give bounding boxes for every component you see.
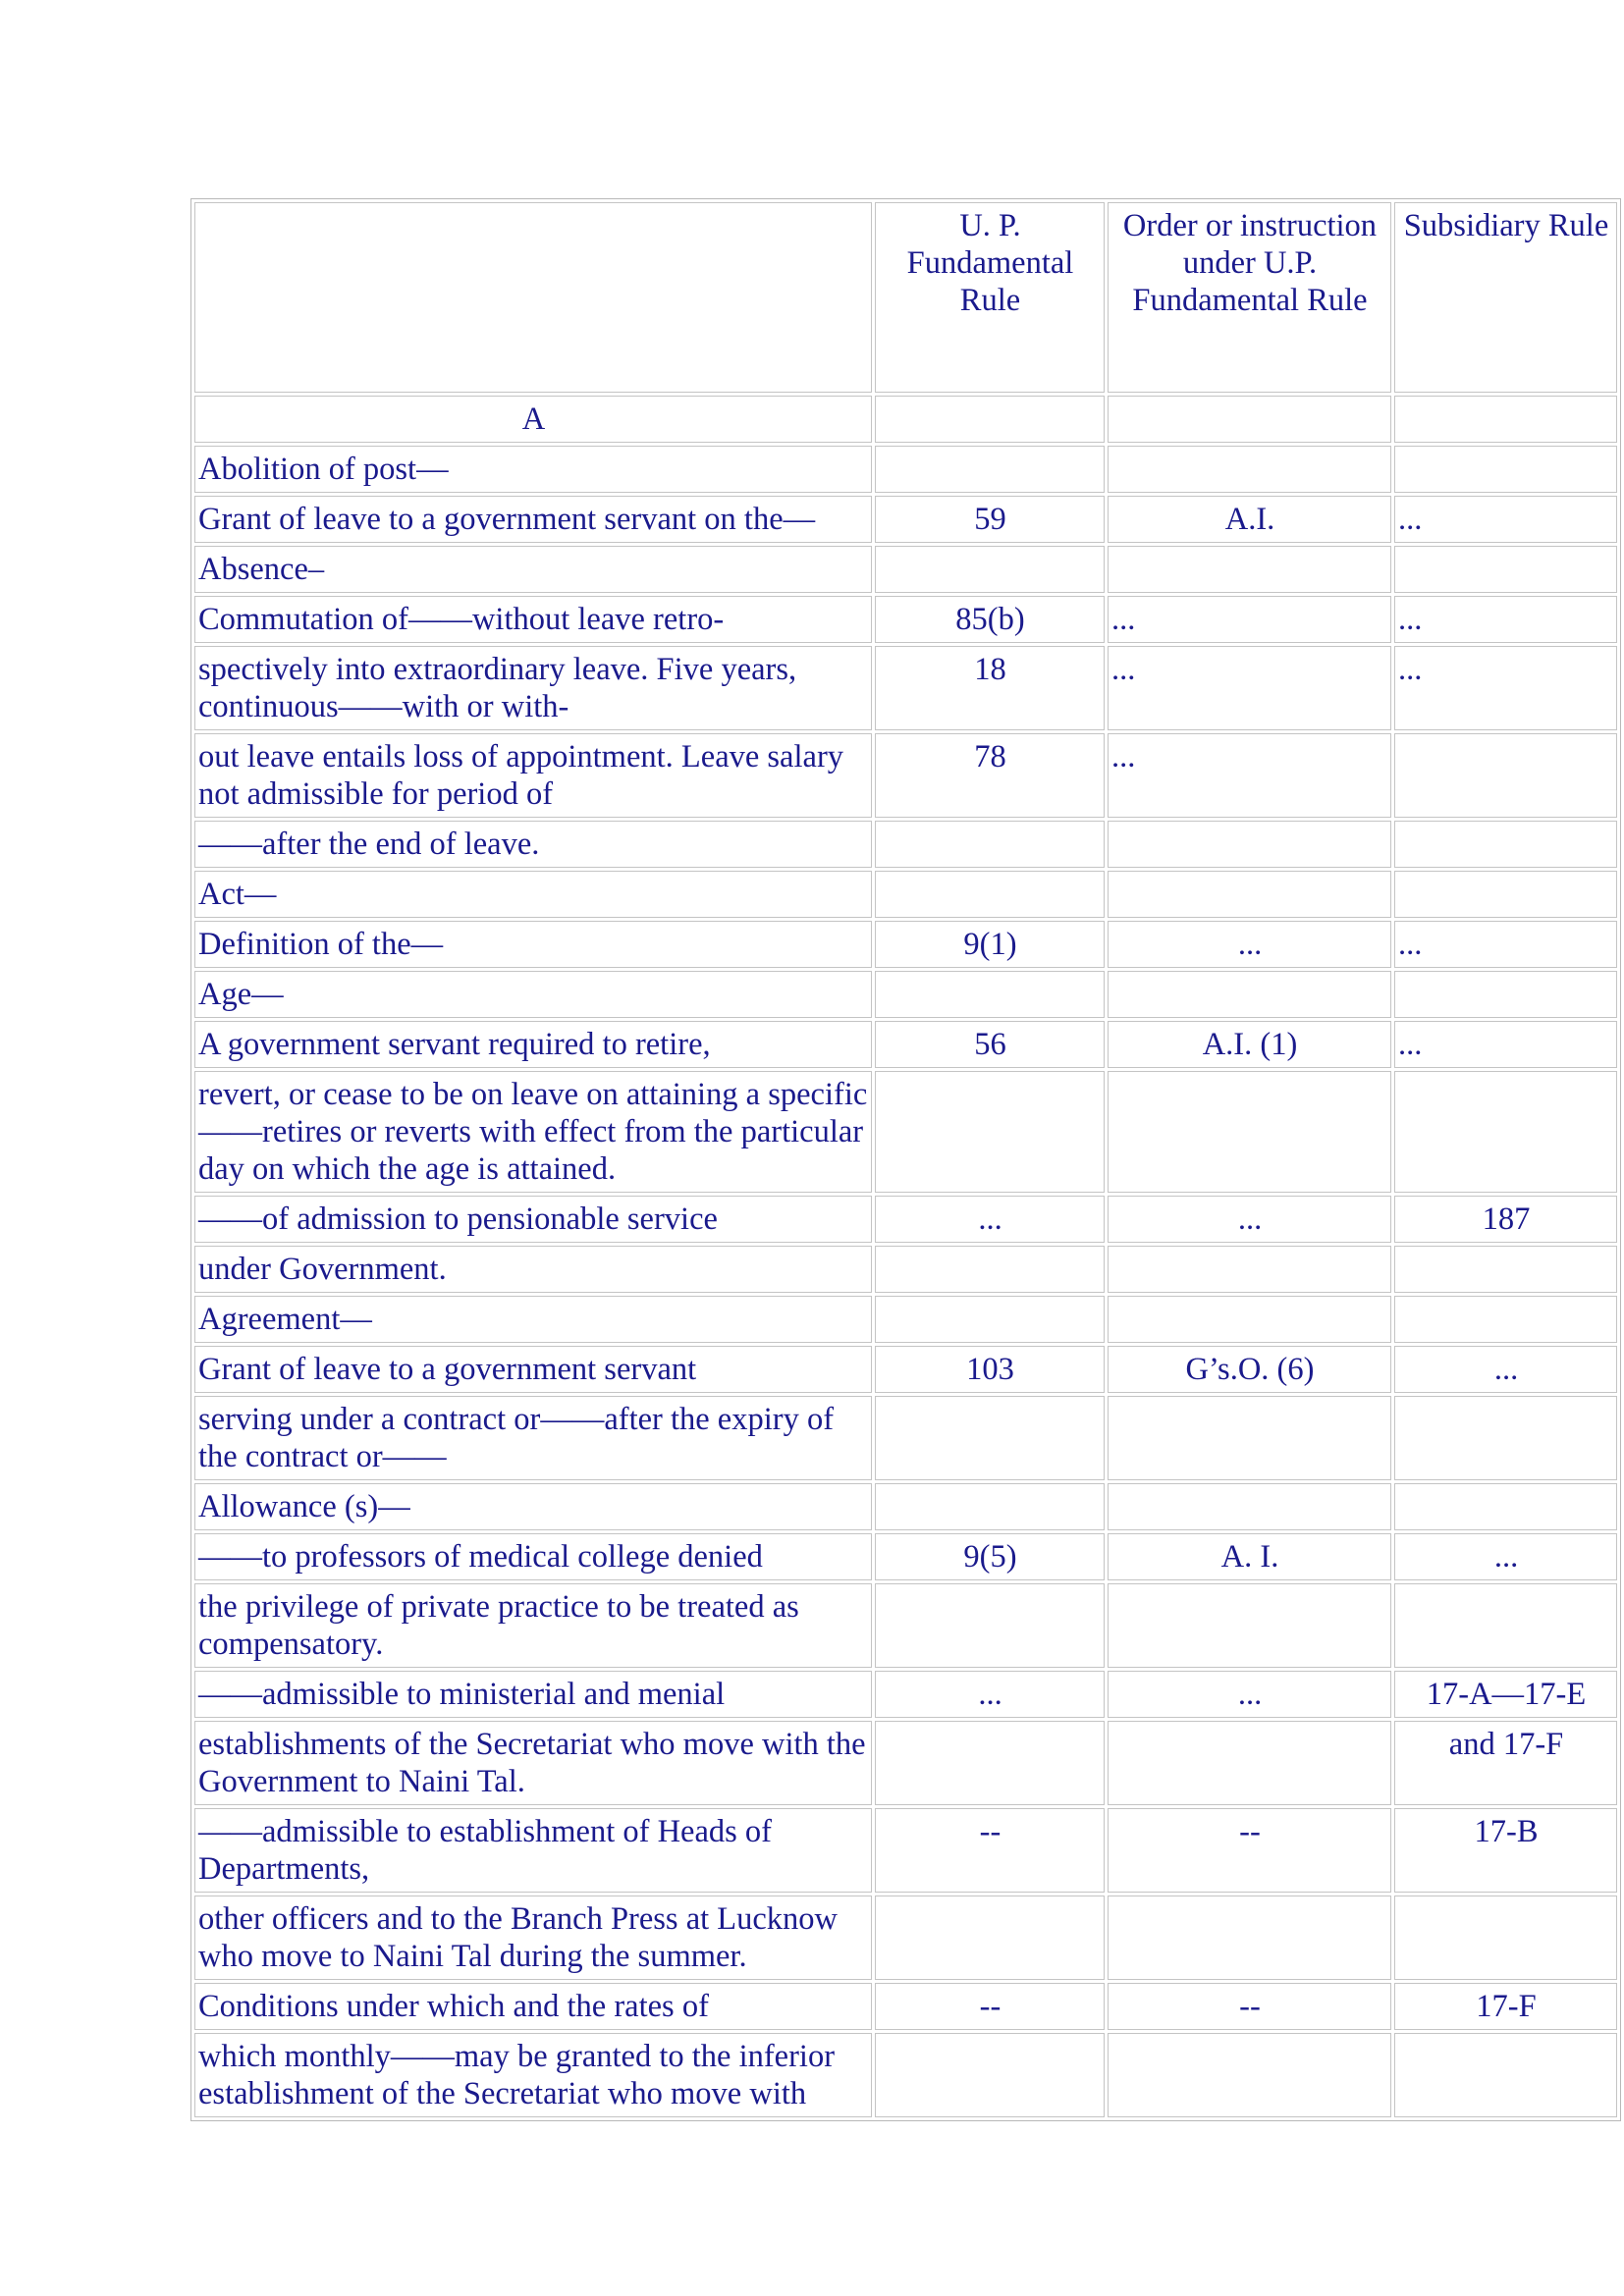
entry-text-cell: Act—: [194, 871, 872, 918]
fundamental-rule-cell: 103: [875, 1346, 1105, 1393]
entry-text-cell: Allowance (s)—: [194, 1483, 872, 1530]
fundamental-rule-cell: [875, 1721, 1105, 1805]
table-row: [194, 921, 1617, 968]
subsidiary-rule-cell: [1394, 1483, 1617, 1530]
fundamental-rule-cell: [875, 546, 1105, 593]
fundamental-rule-cell: [875, 1483, 1105, 1530]
subsidiary-rule-cell: 17-A—17-E: [1394, 1671, 1617, 1718]
subsidiary-rule-cell: [1394, 1896, 1617, 1980]
table-row: [194, 1346, 1617, 1393]
order-instruction-cell: [1108, 1071, 1391, 1193]
entry-text-cell: ——after the end of leave.: [194, 821, 872, 868]
entry-text-cell: Abolition of post—: [194, 446, 872, 493]
subsidiary-rule-cell: [1394, 733, 1617, 818]
header-subsidiary-rule: Subsidiary Rule: [1394, 202, 1617, 393]
subsidiary-rule-cell: ...: [1394, 921, 1617, 968]
table-row: [194, 646, 1617, 730]
order-instruction-cell: A.I. (1): [1108, 1021, 1391, 1068]
table-row: [194, 446, 1617, 493]
entry-text-cell: A government servant required to retire,: [194, 1021, 872, 1068]
table-row: [194, 1246, 1617, 1293]
subsidiary-rule-cell: ...: [1394, 596, 1617, 643]
table-row: [194, 1071, 1617, 1193]
table-body: [194, 202, 1617, 2117]
table-row: [194, 1721, 1617, 1805]
table-row: [194, 1671, 1617, 1718]
entry-text-cell: spectively into extraordinary leave. Five years, continuous——with or with-: [194, 646, 872, 730]
entry-text-cell: Absence–: [194, 546, 872, 593]
table-row: [194, 2033, 1617, 2117]
header-row: [194, 202, 1617, 393]
entry-text-cell: ——of admission to pensionable service: [194, 1196, 872, 1243]
fundamental-rule-cell: [875, 2033, 1105, 2117]
order-instruction-cell: [1108, 396, 1391, 443]
subsidiary-rule-cell: [1394, 2033, 1617, 2117]
order-instruction-cell: [1108, 1396, 1391, 1480]
header-up-fundamental-rule: U. P. Fundamental Rule: [875, 202, 1105, 393]
fundamental-rule-cell: 9(1): [875, 921, 1105, 968]
table-row: [194, 733, 1617, 818]
fundamental-rule-cell: [875, 821, 1105, 868]
entry-text-cell: out leave entails loss of appointment. Leave salary not admissible for period of: [194, 733, 872, 818]
subsidiary-rule-cell: [1394, 971, 1617, 1018]
subsidiary-rule-cell: [1394, 396, 1617, 443]
order-instruction-cell: [1108, 1483, 1391, 1530]
fundamental-rule-cell: 78: [875, 733, 1105, 818]
order-instruction-cell: A. I.: [1108, 1533, 1391, 1580]
table-row: [194, 1483, 1617, 1530]
subsidiary-rule-cell: [1394, 871, 1617, 918]
table-row: [194, 596, 1617, 643]
fundamental-rule-cell: ...: [875, 1671, 1105, 1718]
subsidiary-rule-cell: [1394, 1396, 1617, 1480]
entry-text-cell: under Government.: [194, 1246, 872, 1293]
entry-text-cell: ——to professors of medical college denied: [194, 1533, 872, 1580]
entry-text-cell: Commutation of——without leave retro-: [194, 596, 872, 643]
table-row: [194, 1396, 1617, 1480]
fundamental-rule-cell: [875, 871, 1105, 918]
subsidiary-rule-cell: ...: [1394, 1021, 1617, 1068]
subsidiary-rule-cell: ...: [1394, 1533, 1617, 1580]
entry-text-cell: which monthly——may be granted to the inferior establishment of the Secretariat who move with: [194, 2033, 872, 2117]
subsidiary-rule-cell: 187: [1394, 1196, 1617, 1243]
order-instruction-cell: ...: [1108, 596, 1391, 643]
order-instruction-cell: [1108, 971, 1391, 1018]
order-instruction-cell: [1108, 871, 1391, 918]
entry-text-cell: Grant of leave to a government servant: [194, 1346, 872, 1393]
header-order-or-instruction: Order or instruction under U.P. Fundamental Rule: [1108, 202, 1391, 393]
table-row: [194, 871, 1617, 918]
table-row: [194, 1296, 1617, 1343]
table-row: [194, 1808, 1617, 1893]
table-row: [194, 496, 1617, 543]
subsidiary-rule-cell: and 17-F: [1394, 1721, 1617, 1805]
order-instruction-cell: [1108, 1583, 1391, 1668]
entry-text-cell: other officers and to the Branch Press at Lucknow who move to Naini Tal during the summer.: [194, 1896, 872, 1980]
subsidiary-rule-cell: ...: [1394, 1346, 1617, 1393]
fundamental-rule-cell: [875, 971, 1105, 1018]
subsidiary-rule-cell: [1394, 1071, 1617, 1193]
subsidiary-rule-cell: [1394, 1246, 1617, 1293]
table-row: [194, 1533, 1617, 1580]
entry-text-cell: Conditions under which and the rates of: [194, 1983, 872, 2030]
entry-text-cell: Age—: [194, 971, 872, 1018]
order-instruction-cell: ...: [1108, 1196, 1391, 1243]
fundamental-rule-cell: [875, 1396, 1105, 1480]
entry-text-cell: Grant of leave to a government servant on the—: [194, 496, 872, 543]
order-instruction-cell: [1108, 821, 1391, 868]
order-instruction-cell: [1108, 2033, 1391, 2117]
order-instruction-cell: [1108, 446, 1391, 493]
subsidiary-rule-cell: [1394, 1583, 1617, 1668]
order-instruction-cell: [1108, 1246, 1391, 1293]
entry-text-cell: the privilege of private practice to be treated as compensatory.: [194, 1583, 872, 1668]
fundamental-rule-cell: ...: [875, 1196, 1105, 1243]
subsidiary-rule-cell: ...: [1394, 496, 1617, 543]
fundamental-rule-cell: [875, 1071, 1105, 1193]
order-instruction-cell: --: [1108, 1983, 1391, 2030]
fundamental-rule-cell: [875, 1896, 1105, 1980]
fundamental-rule-cell: 9(5): [875, 1533, 1105, 1580]
order-instruction-cell: [1108, 1721, 1391, 1805]
order-instruction-cell: G’s.O. (6): [1108, 1346, 1391, 1393]
order-instruction-cell: ...: [1108, 646, 1391, 730]
entry-text-cell: establishments of the Secretariat who move with the Government to Naini Tal.: [194, 1721, 872, 1805]
entry-text-cell: Definition of the—: [194, 921, 872, 968]
subsidiary-rule-cell: [1394, 1296, 1617, 1343]
table-row: [194, 1583, 1617, 1668]
subsidiary-rule-cell: [1394, 821, 1617, 868]
entry-text-cell: Agreement—: [194, 1296, 872, 1343]
table-row: [194, 1896, 1617, 1980]
order-instruction-cell: [1108, 1296, 1391, 1343]
order-instruction-cell: --: [1108, 1808, 1391, 1893]
subsidiary-rule-cell: [1394, 546, 1617, 593]
fundamental-rule-cell: --: [875, 1983, 1105, 2030]
entry-text-cell: revert, or cease to be on leave on attaining a specific——retires or reverts with effect from the particular day on which the age is attained.: [194, 1071, 872, 1193]
subsidiary-rule-cell: [1394, 446, 1617, 493]
table-row: [194, 1983, 1617, 2030]
table-row: [194, 971, 1617, 1018]
fundamental-rule-cell: 56: [875, 1021, 1105, 1068]
subsidiary-rule-cell: 17-F: [1394, 1983, 1617, 2030]
order-instruction-cell: A.I.: [1108, 496, 1391, 543]
fundamental-rule-cell: 18: [875, 646, 1105, 730]
fundamental-rule-cell: [875, 1583, 1105, 1668]
subsidiary-rule-cell: 17-B: [1394, 1808, 1617, 1893]
entry-text-cell: ——admissible to establishment of Heads of Departments,: [194, 1808, 872, 1893]
fundamental-rule-cell: [875, 446, 1105, 493]
order-instruction-cell: ...: [1108, 1671, 1391, 1718]
table-row: [194, 546, 1617, 593]
fundamental-rule-cell: 85(b): [875, 596, 1105, 643]
header-blank-cell: [194, 202, 872, 393]
section-letter-row: [194, 396, 1617, 443]
section-letter: A: [194, 396, 872, 443]
fundamental-rule-cell: 59: [875, 496, 1105, 543]
table-row: [194, 1021, 1617, 1068]
rules-index-table: [190, 198, 1621, 2121]
subsidiary-rule-cell: ...: [1394, 646, 1617, 730]
entry-text-cell: serving under a contract or——after the expiry of the contract or——: [194, 1396, 872, 1480]
fundamental-rule-cell: [875, 1296, 1105, 1343]
entry-text-cell: ——admissible to ministerial and menial: [194, 1671, 872, 1718]
order-instruction-cell: ...: [1108, 921, 1391, 968]
table-row: [194, 1196, 1617, 1243]
order-instruction-cell: [1108, 1896, 1391, 1980]
order-instruction-cell: [1108, 546, 1391, 593]
table-row: [194, 821, 1617, 868]
fundamental-rule-cell: [875, 396, 1105, 443]
order-instruction-cell: ...: [1108, 733, 1391, 818]
fundamental-rule-cell: --: [875, 1808, 1105, 1893]
fundamental-rule-cell: [875, 1246, 1105, 1293]
